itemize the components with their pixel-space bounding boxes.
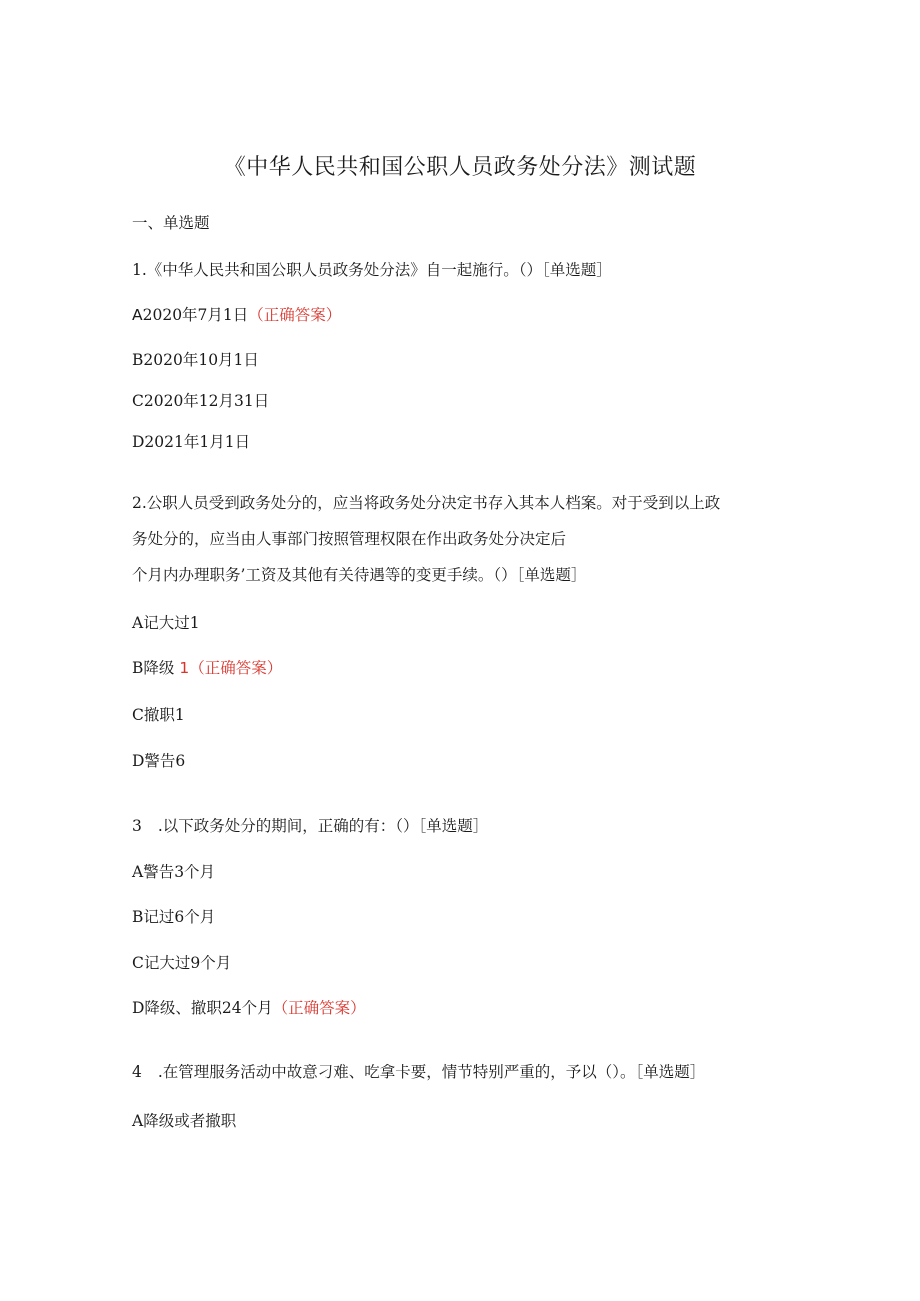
question-1-option-b: B2020年10月1日 [132, 351, 259, 369]
question-2-option-c: C撤职1 [132, 706, 185, 724]
question-number: 4 [132, 1063, 142, 1081]
correct-answer-mark: （正确答案） [248, 306, 342, 324]
question-2-stem-line-3: 个月内办理职务’工资及其他有关待遇等的变更手续。（）［单选题］ [132, 566, 587, 584]
option-letter: A [132, 306, 143, 324]
option-text: 2020年7月1日 [142, 306, 249, 324]
question-3-option-a: A警告3个月 [132, 863, 216, 881]
option-number: 1 [179, 659, 190, 677]
question-2-stem-line-1: 2.公职人员受到政务处分的，应当将政务处分决定书存入其本人档案。对于受到以上政 [132, 494, 721, 512]
question-text: .在管理服务活动中故意刁难、吃拿卡要，情节特别严重的，予以（）。［单选题］ [157, 1063, 706, 1081]
question-1-stem: 1.《中华人民共和国公职人员政务处分法》自一起施行。（）［单选题］ [132, 261, 612, 279]
page-title: 《中华人民共和国公职人员政务处分法》测试题 [223, 155, 697, 180]
option-text: D降级、撤职24个月 [132, 999, 273, 1017]
question-2-option-b [132, 657, 282, 679]
question-text: .以下政务处分的期间，正确的有：（）［单选题］ [157, 817, 489, 835]
question-2-option-d: D警告6 [132, 752, 186, 770]
question-1-option-d: D2021年1月1日 [132, 433, 251, 451]
question-4-stem [132, 1061, 705, 1083]
question-1-option-c: C2020年12月31日 [132, 392, 270, 410]
question-3-option-d [132, 997, 366, 1019]
option-text: B降级 [132, 659, 175, 677]
question-3-option-b: B记过6个月 [132, 908, 216, 926]
question-3-option-c: C记大过9个月 [132, 954, 232, 972]
question-2-stem-line-2: 务处分的，应当由人事部门按照管理权限在作出政务处分决定后 [132, 530, 567, 548]
question-4-option-a: A降级或者撤职 [132, 1112, 237, 1130]
question-number: 3 [132, 817, 142, 835]
question-2-option-a: A记大过1 [132, 614, 200, 632]
correct-answer-mark: （正确答案） [272, 999, 366, 1017]
correct-answer-mark: （正确答案） [189, 659, 283, 677]
question-3-stem [132, 815, 488, 837]
section-heading: 一、单选题 [132, 214, 210, 232]
question-1-option-a [132, 304, 341, 326]
